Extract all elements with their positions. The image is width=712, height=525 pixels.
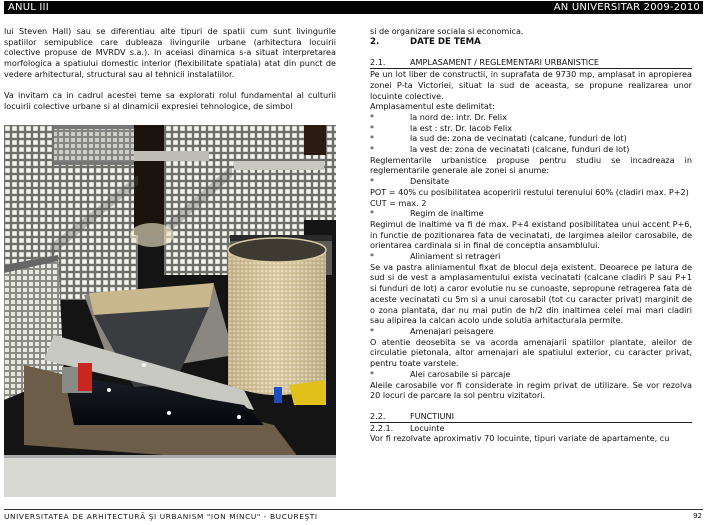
body-paragraph: Se va pastra aliniamentul fixat de blocul deja existent. Deoarece pe latura de sud si de vest a amplasamentului exista vecinatati (calcane cladiri P sau P+1 si funduri de lot) a caror evolutie nu se cunoaste, sepropune retragerea fata de aceste vecinatati cu 5m si a unui carosabil (tot cu caracter privat) marginit de o zona plantata, dar nu mai putin de h/2 din inaltimea celei mai mari cladiri sau alipirea la calcan acolo unde solutia arhitacturala permite. <box>370 261 692 326</box>
left-column <box>4 26 336 112</box>
body-paragraph: Amplasamentul este delimitat: <box>370 101 495 112</box>
bullet-star: * <box>370 208 375 219</box>
list-item <box>370 123 692 134</box>
architectural-model-photo <box>4 125 336 497</box>
section-title: AMPLASAMENT / REGLEMENTARI URBANISTICE <box>410 57 599 68</box>
bullet-star: * <box>370 368 375 379</box>
subheading-height <box>370 208 692 219</box>
section-heading-2-1 <box>370 57 692 69</box>
section-title: DATE DE TEMA <box>410 36 481 47</box>
section-number: 2.2. <box>370 410 386 421</box>
subheading-density <box>370 176 692 187</box>
subheading-text: Densitate <box>410 176 450 187</box>
section-number: 2.1. <box>370 57 386 68</box>
body-paragraph: Regimul de inaltime va fi de max. P+4 existand posibilitatea unui accent P+6, in functie de pozitionarea fata de vecinatati, de largimea aleilor carosabile, de orientarea cardinala si in final de conceptia ansamblului. <box>370 218 692 251</box>
page-number: 92 <box>693 512 702 520</box>
bullet-star: * <box>370 176 375 187</box>
subheading-alignment <box>370 251 692 262</box>
footer-institution: UNIVERSITATEA DE ARHITECTURĂ ŞI URBANISM "ION MINCU" - BUCUREŞTI <box>4 512 318 521</box>
running-header <box>4 1 703 14</box>
body-paragraph: O atentie deosebita se va acorda amenajarii spatiilor plantate, aleilor de circulatie pietonala, altor amenajari ale spatiului exterior, cu caracter privat, pentru toate varstele. <box>370 336 692 369</box>
subheading-text: Regim de inaltime <box>410 208 484 219</box>
body-paragraph: si de organizare sociala si economica. <box>370 26 524 36</box>
body-paragraph: Reglementarile urbanistice propuse pentru studiu se incadreaza in reglementarile generale ale zonei si anume: <box>370 154 692 176</box>
list-item <box>370 133 692 144</box>
section-number: 2.2.1. <box>370 422 394 433</box>
subheading-text: Alei carosabile si parcaje <box>410 368 511 379</box>
list-item <box>370 144 692 155</box>
section-title: FUNCTIUNI <box>410 410 454 421</box>
pot-value: POT = 40% cu posibilitatea acoperirii restului terenului 60% (cladiri max. P+2) <box>370 186 689 197</box>
section-heading-2 <box>370 37 692 48</box>
body-paragraph: lui Steven Hall) sau se diferentiau alte tipuri de spatii cum sunt livingurile spatiilor semipublice care dubleaza livingurile urbane (arhitectura locuirii colective propuse de MVRDV s.a.). In aceiasi dinamica s-a situat interpretarea morfologica a spatiului domestic interior (flexibilitate spatiala) atat din punct de vedere arhitectural, structural sau al tehnicii instalatiilor. <box>4 26 336 79</box>
bullet-star: * <box>370 111 375 122</box>
body-paragraph: Va invitam ca in cadrul acestei teme sa explorati rolul fundamental al culturii locuirii colective urbane si al dinamicii expresiei tehnologice, de simbol <box>4 90 336 111</box>
section-title: Locuinte <box>410 422 445 433</box>
bullet-star: * <box>370 251 375 262</box>
body-paragraph: Aleile carosabile vor fi considerate in regim privat de utilizare. Se vor rezolva 20 locuri de parcare la sol pentru vizitatori. <box>370 379 692 401</box>
subheading-roads <box>370 369 692 380</box>
header-year-label: ANUL III <box>8 2 49 13</box>
bullet-star: * <box>370 122 375 133</box>
right-column <box>370 26 692 444</box>
cut-value: CUT = max. 2 <box>370 197 427 208</box>
bullet-star: * <box>370 133 375 144</box>
list-item-text: la nord de: intr. Dr. Felix <box>410 111 507 122</box>
list-item-text: la vest de: zona de vecinatati (calcane, funduri de lot) <box>410 144 630 155</box>
section-number: 2. <box>370 36 380 47</box>
subsection-heading-2-2-1 <box>370 423 692 434</box>
bullet-star: * <box>370 325 375 336</box>
list-item-text: la sud de: zona de vecinatati (calcane, funduri de lot) <box>410 133 627 144</box>
list-item <box>370 112 692 123</box>
body-paragraph: Vor fi rezolvate aproximativ 70 locuinte, tipuri variate de apartamente, cu <box>370 433 670 444</box>
bullet-star: * <box>370 144 375 155</box>
list-item-text: la est : str. Dr. Iacob Felix <box>410 122 513 133</box>
subheading-text: Amenajari peisagere <box>410 325 494 336</box>
body-paragraph: Pe un lot liber de constructii, in suprafata de 9730 mp, amplasat in apropierea zonei P-ta Victoriei, situat la sud de aceasta, se propune realizarea unor locuinte colective. <box>370 69 692 101</box>
subheading-text: Aliniament si retrageri <box>410 251 501 262</box>
subheading-landscape <box>370 326 692 337</box>
section-heading-2-2 <box>370 411 692 423</box>
header-academic-year: AN UNIVERSITAR 2009-2010 <box>553 2 700 13</box>
footer-divider <box>4 509 703 510</box>
